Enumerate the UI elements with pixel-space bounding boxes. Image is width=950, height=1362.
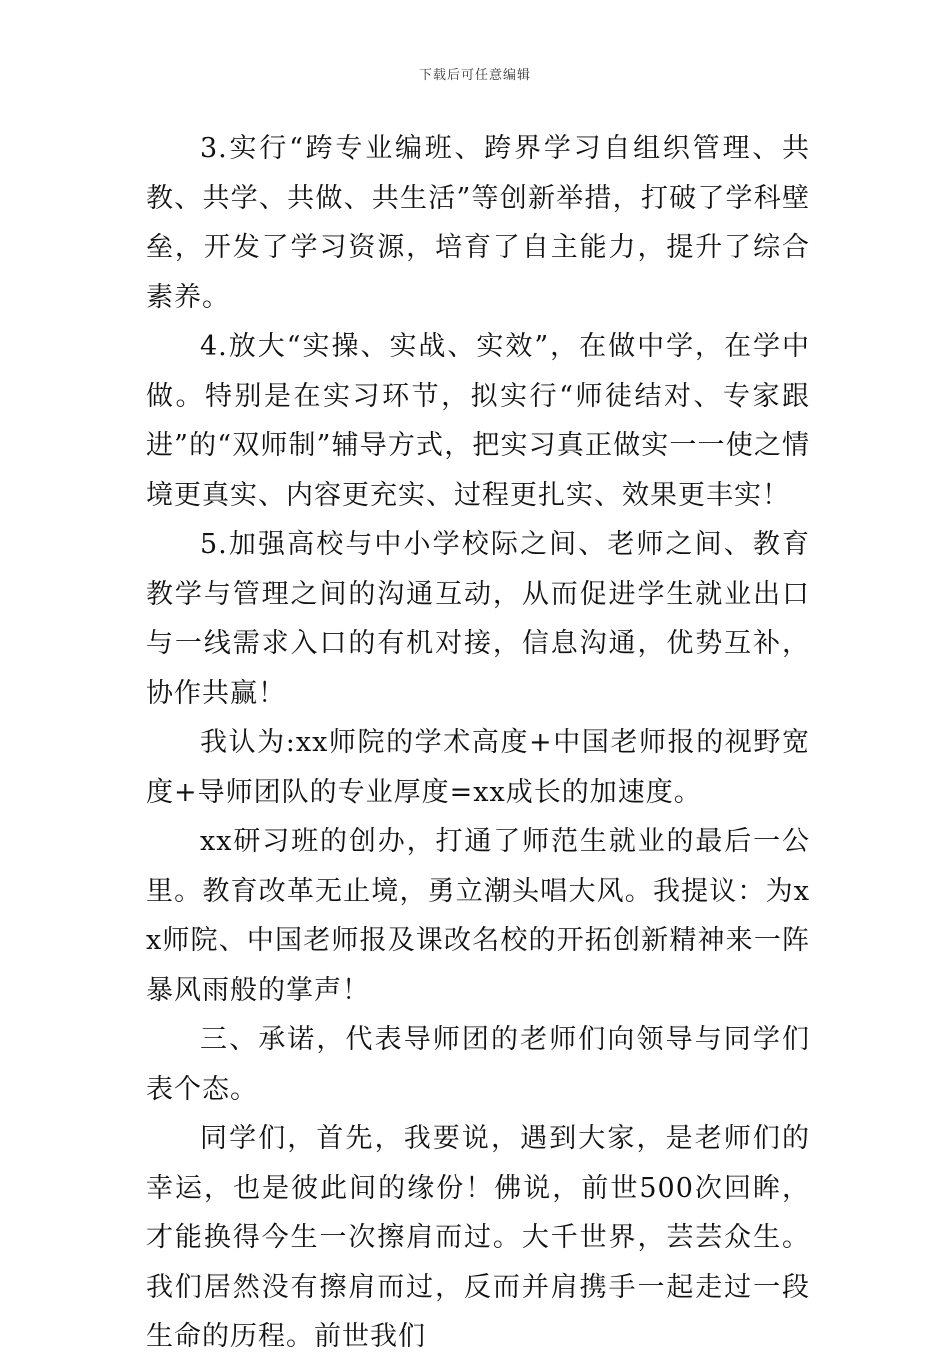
paragraph-section-three: 三、承诺，代表导师团的老师们向领导与同学们表个态。 xyxy=(146,1024,810,1105)
paragraph-item-4: 4.放大“实操、实战、实效”，在做中学，在学中做。特别是在实习环节，拟实行“师徒结对、专家跟进”的“双师制”辅导方式，把实习真正做实一一使之情境更真实、内容更充实、过程更扎实、效果更丰实！ xyxy=(146,331,810,511)
paragraph-opinion: 我认为:xx师院的学术高度+中国老师报的视野宽度+导师团队的专业厚度=xx成长的加速度。 xyxy=(146,727,810,808)
paragraph-item-3: 3.实行“跨专业编班、跨界学习自组织管理、共教、共学、共做、共生活”等创新举措，打破了学科壁垒，开发了学习资源，培育了自主能力，提升了综合素养。 xyxy=(146,133,810,313)
page-header-note: 下载后可任意编辑 xyxy=(418,68,531,83)
paragraph-item-5: 5.加强高校与中小学校际之间、老师之间、教育教学与管理之间的沟通互动，从而促进学生就业出口与一线需求入口的有机对接，信息沟通，优势互补，协作共赢！ xyxy=(146,529,810,709)
paragraph-address-students: 同学们，首先，我要说，遇到大家，是老师们的幸运，也是彼此间的缘份！佛说，前世500次回眸，才能换得今生一次擦肩而过。大千世界，芸芸众生。我们居然没有擦肩而过，反而并肩携手一起走过一段生命的历程。前世我们 xyxy=(146,1123,810,1352)
paragraph-proposal: xx研习班的创办，打通了师范生就业的最后一公里。教育改革无止境，勇立潮头唱大风。我提议：为xx师院、中国老师报及课改名校的开拓创新精神来一阵暴风雨般的掌声！ xyxy=(146,826,810,1006)
document-body xyxy=(146,124,810,1362)
